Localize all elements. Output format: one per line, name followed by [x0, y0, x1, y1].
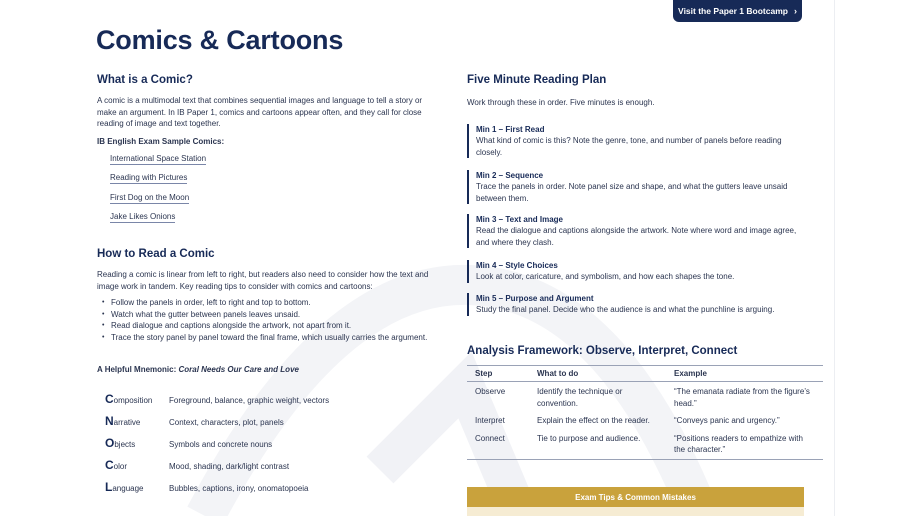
plan-step-5: [467, 293, 797, 316]
column-header-step: Step: [467, 366, 529, 382]
mnemonic-phrase: Coral Needs Our Care and Love: [178, 365, 299, 374]
canol-desc: Foreground, balance, graphic weight, vectors: [169, 396, 330, 405]
what-is-comic-heading: What is a Comic?: [97, 74, 193, 86]
canol-row-color: [105, 458, 289, 472]
table-row: [467, 411, 823, 429]
visit-bootcamp-button[interactable]: [673, 0, 802, 22]
table-header-row: [467, 366, 823, 382]
canol-row-composition: [105, 392, 329, 406]
reading-plan-intro: Work through these in order. Five minutes is enough.: [467, 98, 655, 107]
sample-link-international-space-station[interactable]: International Space Station: [110, 154, 207, 163]
plan-step-desc: Read the dialogue and captions alongside the artwork. Note where word and image agree, and where they clash.: [476, 226, 797, 247]
mnemonic-label: [97, 365, 299, 374]
cell-example: “Positions readers to empathize with the character.”: [666, 429, 823, 460]
canol-desc: Bubbles, captions, irony, onomatopoeia: [169, 484, 309, 493]
canol-desc: Symbols and concrete nouns: [169, 440, 273, 449]
plan-step-desc: Trace the panels in order. Note panel size and shape, and what the gutters leave unsaid between them.: [476, 182, 788, 203]
list-item: • Trace the story panel by panel toward the final frame, which usually carries the argument.: [102, 332, 432, 344]
list-item: • Watch what the gutter between panels leaves unsaid.: [102, 309, 432, 321]
plan-step-1: [467, 124, 797, 158]
cell-step: Observe: [475, 387, 506, 396]
canol-term: omposition: [113, 396, 153, 405]
plan-step-title: Min 5 – Purpose and Argument: [476, 294, 594, 303]
plan-step-4: [467, 260, 797, 283]
cell-what: Tie to purpose and audience.: [529, 429, 666, 460]
plan-step-title: Min 1 – First Read: [476, 125, 545, 134]
table-row: [467, 429, 823, 460]
how-to-read-heading: How to Read a Comic: [97, 248, 215, 260]
how-to-read-body: Reading a comic is linear from left to right, but readers also need to consider how the text and image work in tandem. Key reading tips to consider with comics and cartoons:: [97, 270, 429, 291]
canol-term: olor: [113, 462, 128, 471]
list-item: • Follow the panels in order, left to right and top to bottom.: [102, 297, 432, 309]
sample-link-first-dog-on-the-moon[interactable]: First Dog on the Moon: [110, 193, 190, 202]
canol-desc: Context, characters, plot, panels: [169, 418, 284, 427]
cell-step: Interpret: [475, 416, 505, 425]
reading-plan-heading: Five Minute Reading Plan: [467, 74, 607, 86]
canol-row-objects: [105, 436, 272, 450]
list-item: • Read dialogue and captions alongside the artwork, not apart from it.: [102, 320, 432, 332]
canol-initial: N: [105, 414, 114, 428]
analysis-framework-table: [467, 365, 823, 460]
sample-link-jake-likes-onions[interactable]: Jake Likes Onions: [110, 212, 176, 221]
mnemonic-prefix: A Helpful Mnemonic:: [97, 365, 179, 374]
reading-tips-list: [102, 297, 432, 343]
exam-tips-accordion-header[interactable]: Exam Tips & Common Mistakes: [467, 487, 804, 507]
cell-what: Explain the effect on the reader.: [537, 416, 650, 425]
cell-step: Connect: [467, 429, 529, 460]
plan-step-desc: Study the final panel. Decide who the audience is and what the punchline is arguing.: [476, 305, 775, 314]
content-right-rule: [834, 0, 835, 516]
cell-what: Identify the technique or convention.: [537, 387, 623, 408]
chevron-right-icon: ›: [793, 6, 797, 16]
column-header-example: Example: [666, 366, 823, 382]
column-header-what: What to do: [529, 366, 666, 382]
sample-comics-label: IB English Exam Sample Comics:: [97, 137, 225, 146]
plan-step-title: Min 2 – Sequence: [476, 171, 544, 180]
canol-desc: Mood, shading, dark/light contrast: [169, 462, 290, 471]
exam-tips-panel: [467, 507, 804, 516]
cell-example: “The emanata radiate from the figure’s head.”: [674, 387, 810, 408]
cell-example: “Conveys panic and urgency.”: [674, 416, 780, 425]
plan-step-title: Min 3 – Text and Image: [476, 215, 563, 224]
canol-initial: O: [105, 436, 115, 450]
canol-term: arrative: [113, 418, 141, 427]
framework-heading: Analysis Framework: Observe, Interpret, Connect: [467, 345, 738, 357]
canol-initial: C: [105, 458, 114, 472]
plan-step-title: Min 4 – Style Choices: [476, 261, 558, 270]
canol-row-language: [105, 480, 309, 494]
plan-step-desc: What kind of comic is this? Note the genre, tone, and number of panels before reading closely.: [476, 136, 782, 157]
sample-link-reading-with-pictures[interactable]: Reading with Pictures: [110, 173, 188, 182]
canol-term: anguage: [112, 484, 144, 493]
canol-initial: C: [105, 392, 114, 406]
page-title: Comics & Cartoons: [96, 25, 344, 55]
plan-step-desc: Look at color, caricature, and symbolism, and how each shapes the tone.: [476, 272, 735, 281]
visit-bootcamp-label: Visit the Paper 1 Bootcamp: [678, 6, 788, 16]
what-is-comic-body: A comic is a multimodal text that combines sequential images and language to tell a story or make an argument. In IB Paper 1, comics and cartoons appear often, and they call for close reading of image and text together.: [97, 96, 423, 128]
canol-term: bjects: [114, 440, 136, 449]
canol-row-narrative: [105, 414, 284, 428]
canol-initial: L: [105, 480, 113, 494]
plan-step-3: [467, 214, 797, 248]
table-row: [467, 382, 823, 412]
plan-step-2: [467, 170, 797, 204]
